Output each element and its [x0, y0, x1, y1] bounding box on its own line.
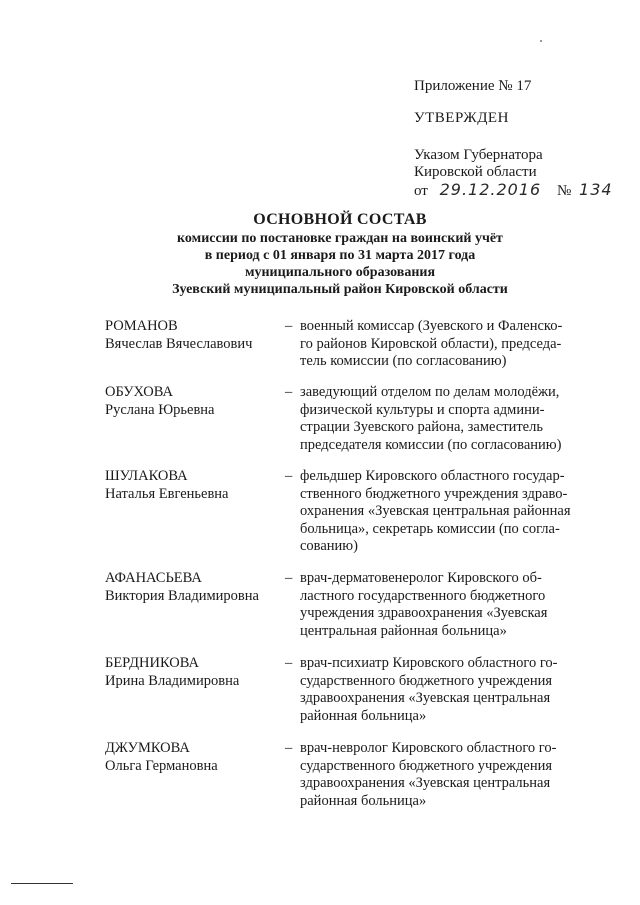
handwritten-number: 134: [579, 180, 613, 199]
member-given-names: Руслана Юрьевна: [105, 401, 215, 418]
role-line: районная больница»: [300, 792, 427, 809]
member-role: [300, 740, 585, 810]
role-line: центральная районная больница»: [300, 622, 507, 639]
role-line: страции Зуевского района, заместитель: [300, 419, 543, 435]
decree-issuer: Указом Губернатора: [414, 147, 543, 163]
role-line: физической культуры и спорта админи-: [300, 401, 545, 418]
role-line: врач-дерматовенеролог Кировского об-: [300, 570, 542, 586]
member-role: [300, 468, 585, 556]
role-line: сударственного бюджетного учреждения: [300, 757, 553, 774]
member-given-names: Ирина Владимировна: [105, 672, 240, 689]
member-dash: –: [285, 318, 293, 334]
role-line: ственного бюджетного учреждения здраво-: [300, 485, 568, 502]
member-name: [105, 318, 280, 353]
member-dash: –: [285, 384, 293, 400]
role-line: тель комиссии (по согласованию): [300, 353, 507, 369]
member-given-names: Наталья Евгеньевна: [105, 485, 229, 502]
role-line: фельдшер Кировского областного государ-: [300, 468, 565, 484]
role-line: врач-психиатр Кировского областного го-: [300, 655, 558, 671]
member-name: [105, 468, 280, 503]
heading-line-2: в период с 01 января по 31 марта 2017 года: [204, 248, 476, 263]
annex-number: Приложение № 17: [414, 78, 532, 94]
member-surname: АФАНАСЬЕВА: [105, 570, 202, 586]
member-role: [300, 655, 585, 725]
member-surname: БЕРДНИКОВА: [105, 655, 200, 671]
role-line: учреждения здравоохранения «Зуевская: [300, 605, 548, 621]
role-line: здравоохранения «Зуевская центральная: [300, 690, 551, 706]
role-line: военный комиссар (Зуевского и Фаленско-: [300, 318, 563, 334]
role-line: больница», секретарь комиссии (по согла-: [300, 520, 560, 537]
decree-date-line: [414, 181, 613, 200]
role-line: сованию): [300, 538, 358, 554]
member-role: [300, 318, 585, 371]
handwritten-date: 29.12.2016: [439, 180, 542, 199]
member-name: [105, 384, 280, 419]
member-given-names: Виктория Владимировна: [105, 587, 259, 604]
heading-line-3: муниципального образования: [244, 265, 436, 280]
approved-stamp-text: УТВЕРЖДЕН: [414, 110, 509, 126]
role-line: го районов Кировской области), председа-: [300, 335, 562, 352]
decree-region: Кировской области: [414, 164, 537, 180]
heading-line-4: Зуевский муниципальный район Кировской области: [172, 282, 508, 297]
heading-line-1: комиссии по постановке граждан на воинский учёт: [177, 231, 503, 246]
member-dash: –: [285, 655, 293, 671]
role-line: здравоохранения «Зуевская центральная: [300, 775, 551, 791]
role-line: заведующий отделом по делам молодёжи,: [300, 384, 560, 400]
role-line: охранения «Зуевская центральная районная: [300, 503, 571, 519]
member-dash: –: [285, 740, 293, 756]
role-line: сударственного бюджетного учреждения: [300, 672, 553, 689]
role-line: районная больница»: [300, 707, 427, 724]
role-line: ластного государственного бюджетного: [300, 587, 546, 604]
role-line: врач-невролог Кировского областного го-: [300, 740, 557, 756]
date-label: от: [414, 183, 428, 199]
member-dash: –: [285, 570, 293, 586]
role-line: председателя комиссии (по согласованию): [300, 436, 562, 453]
member-surname: ОБУХОВА: [105, 384, 173, 400]
document-title: ОСНОВНОЙ СОСТАВ: [253, 211, 427, 228]
member-role: [300, 570, 585, 640]
member-name: [105, 570, 280, 605]
member-surname: ШУЛАКОВА: [105, 468, 188, 484]
member-name: [105, 740, 280, 775]
member-role: [300, 384, 585, 454]
member-surname: ДЖУМКОВА: [105, 740, 190, 756]
document-heading: [100, 210, 580, 298]
number-label: №: [556, 183, 572, 199]
scan-speck: [540, 40, 542, 42]
member-given-names: Ольга Германовна: [105, 757, 218, 774]
member-surname: РОМАНОВ: [105, 318, 178, 334]
member-dash: –: [285, 468, 293, 484]
footnote-separator: [11, 883, 73, 884]
member-given-names: Вячеслав Вячеславович: [105, 335, 253, 352]
member-name: [105, 655, 280, 690]
